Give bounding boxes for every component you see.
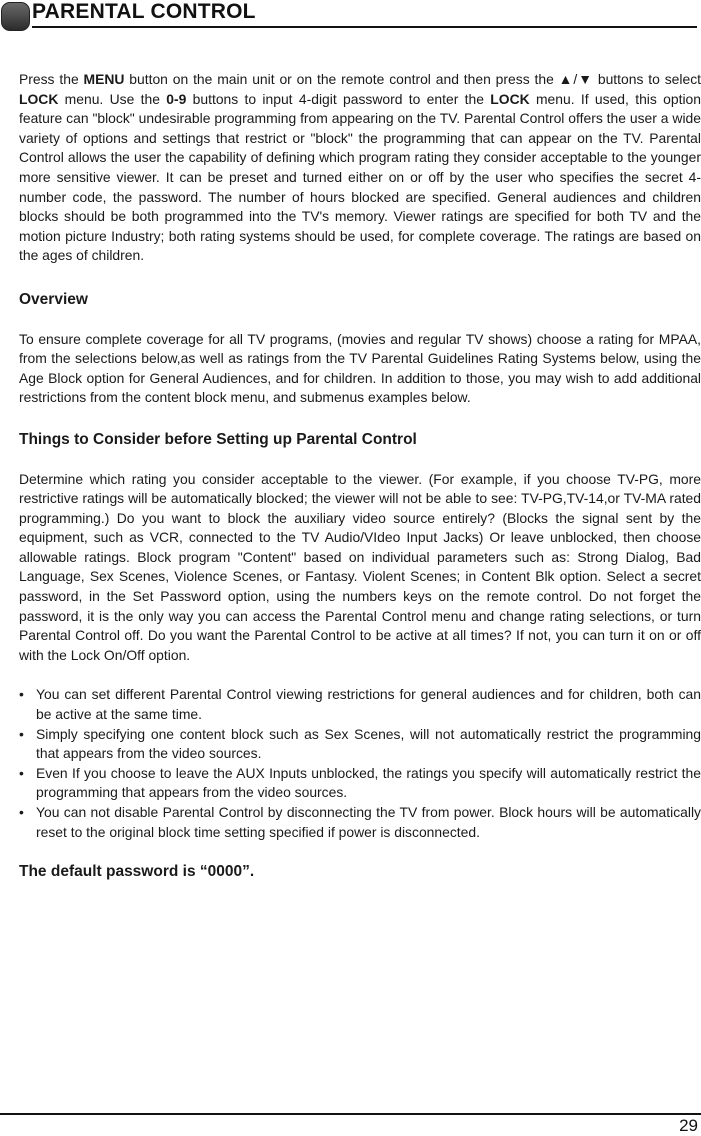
intro-text: button on the main unit or on the remote control and then press the bbox=[124, 71, 559, 87]
list-item bbox=[19, 685, 701, 724]
intro-text: menu. Use the bbox=[58, 90, 167, 107]
bullet-icon: • bbox=[19, 804, 24, 820]
footer-rule bbox=[0, 1113, 701, 1115]
bullet-icon: • bbox=[19, 725, 24, 742]
digits-keyword: 0-9 bbox=[166, 90, 187, 107]
intro-paragraph bbox=[19, 70, 701, 266]
bullet-icon: • bbox=[19, 686, 24, 703]
page-header bbox=[0, 0, 701, 30]
up-down-arrows-icon: ▲/▼ bbox=[558, 71, 593, 87]
list-item bbox=[19, 803, 701, 842]
list-item-text: You can set different Parental Control viewing restrictions for general audiences and for children, both can be active at the same time. bbox=[36, 686, 701, 723]
page-content bbox=[19, 70, 701, 882]
consider-heading: Things to Consider before Setting up Parental Control bbox=[19, 430, 417, 448]
overview-paragraph: To ensure complete coverage for all TV programs, (movies and regular TV shows) choose a rating for MPAA, from the selections below,as well as ratings from the TV Parental Guidelines Rating Systems below, using the Age Block option for General Audiences, and for children. In addition to those, you may wish to add additional restrictions from the content block menu, and submenus examples below. bbox=[19, 330, 701, 406]
page-title: PARENTAL CONTROL bbox=[32, 0, 256, 23]
header-tab-graphic bbox=[1, 2, 30, 31]
page-number: 29 bbox=[679, 1116, 698, 1135]
overview-heading: Overview bbox=[19, 290, 88, 308]
lock-keyword: LOCK bbox=[19, 90, 59, 107]
list-item bbox=[19, 764, 701, 803]
intro-text: buttons to input 4-digit password to enter the bbox=[186, 90, 491, 107]
intro-text: Press the bbox=[19, 71, 84, 87]
lock-keyword: LOCK bbox=[490, 90, 530, 107]
notes-list bbox=[19, 685, 701, 842]
bullet-icon: • bbox=[19, 764, 24, 781]
list-item-text: Simply specifying one content block such as Sex Scenes, will not automatically restrict the programming that appears from the video sources. bbox=[36, 725, 701, 762]
menu-keyword: MENU bbox=[83, 71, 125, 87]
list-item bbox=[19, 725, 701, 764]
list-item-text: Even If you choose to leave the AUX Inputs unblocked, the ratings you specify will automatically restrict the programming that appears from the video sources. bbox=[36, 764, 701, 801]
intro-text: menu. If used, this option feature can "block" undesirable programming from appearing on the TV. Parental Control offers the user a wide variety of options and settings that restrict or "block" the programming that can appear on the TV. Parental Control allows the user the capability of defining which program rating they consider acceptable to the younger more sensitive viewer. It can be preset and turned either on or off by the user who specifies the secret 4-number code, the password. The number of hours blocked are specified. General audiences and children blocks should be both programmed into the TV's memory. Viewer ratings are specified for both TV and the motion picture Industry; both rating systems should be used, for complete coverage. The ratings are based on the ages of children. bbox=[19, 90, 701, 264]
list-item-text: You can not disable Parental Control by disconnecting the TV from power. Block hours will be automatically reset to the original block time setting specified if power is disconnected. bbox=[36, 804, 701, 840]
consider-paragraph: Determine which rating you consider acceptable to the viewer. (For example, if you choose TV-PG, more restrictive ratings will be automatically blocked; the viewer will not be able to see: TV-PG,TV-14,or TV-MA rated programming.) Do you want to block the auxiliary video source entirely? (Blocks the signal sent by the equipment, such as VCR, connected to the TV Audio/VIdeo Input Jacks) Or leave unblocked, then choose allowable ratings. Block program "Content" based on individual parameters such as: Strong Dialog, Bad Language, Sex Scenes, Violence Scenes, or Fantasy. Violent Scenes; in Content Blk option. Select a secret password, in the Set Password option, using the numbers keys on the remote control. Do not forget the password, it is the only way you can access the Parental Control menu and change rating selections, or turn Parental Control off. Do you want the Parental Control to be active at all times? If not, you can turn it on or off with the Lock On/Off option. bbox=[19, 470, 701, 663]
header-rule bbox=[32, 26, 697, 28]
default-password-note: The default password is “0000”. bbox=[19, 863, 255, 881]
intro-text: buttons to select bbox=[593, 71, 701, 87]
